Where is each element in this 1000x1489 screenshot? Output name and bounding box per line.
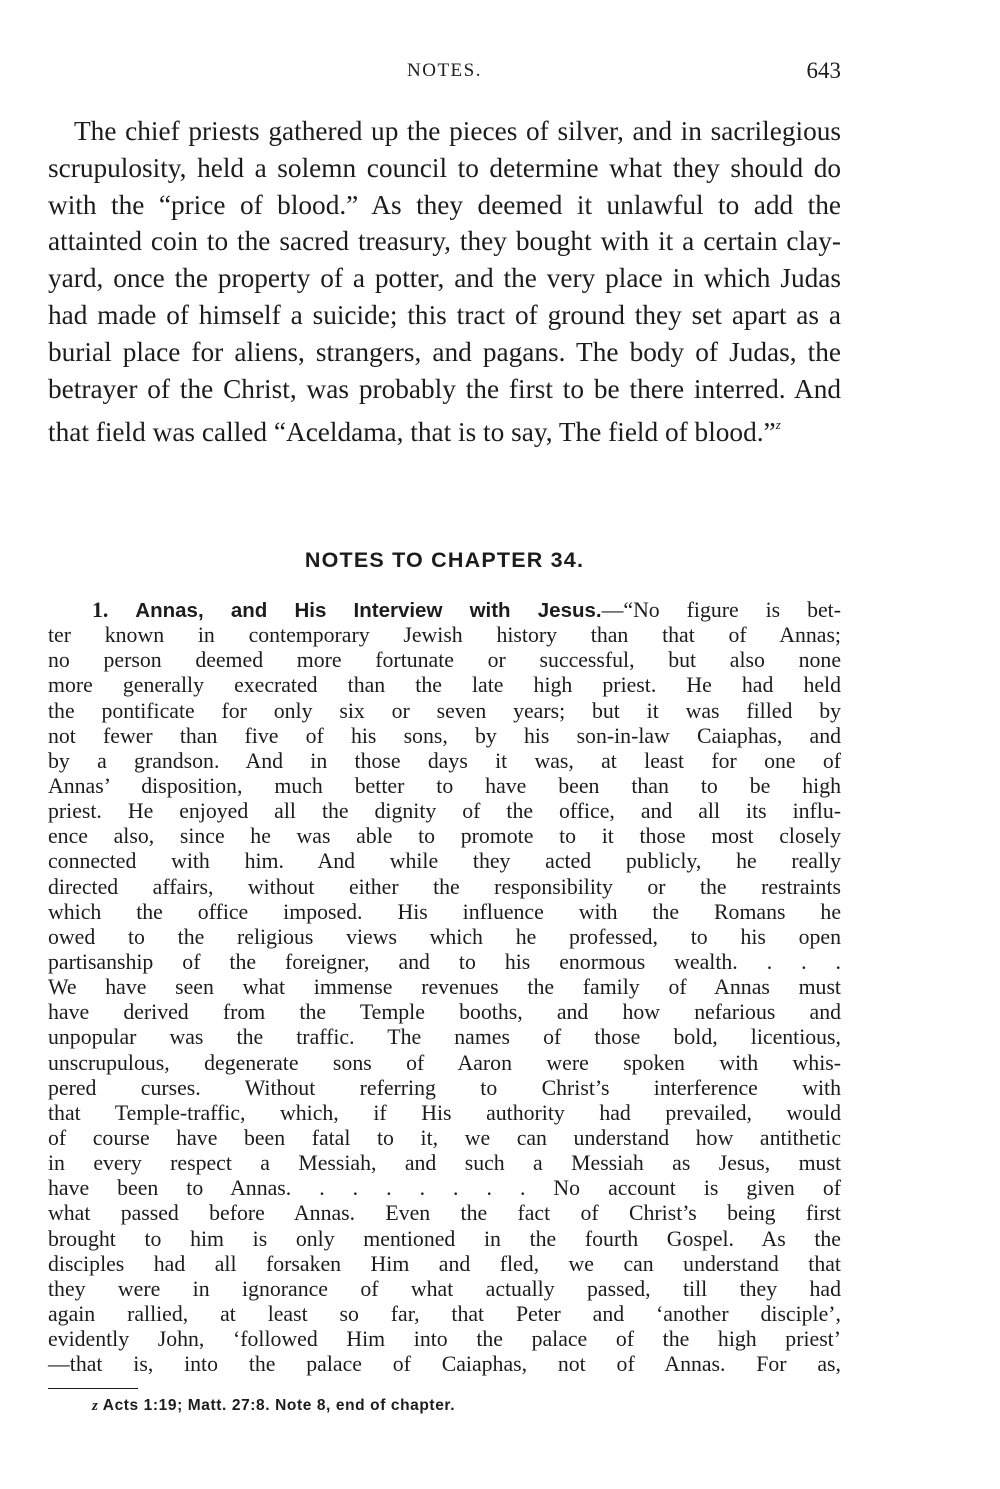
note-line: have derived from the Temple booths, and how nefarious and [48, 1000, 841, 1025]
note-line: priest. He enjoyed all the dignity of the office, and all its influ- [48, 799, 841, 824]
note-line: directed affairs, without either the responsibility or the restraints [48, 874, 841, 899]
note-line: owed to the religious views which he professed, to his open [48, 924, 841, 949]
running-title: NOTES. [407, 60, 482, 81]
running-head [48, 58, 841, 88]
note-line: have been to Annas. . . . . . . . No account is given of [48, 1176, 841, 1201]
note-line: what passed before Annas. Even the fact of Christ’s being first [48, 1201, 841, 1226]
note-line: partisanship of the foreigner, and to his enormous wealth. . . . [48, 949, 841, 974]
note-line: by a grandson. And in those days it was, at least for one of [48, 748, 841, 773]
section-heading: NOTES TO CHAPTER 34. [304, 548, 585, 572]
note-number: 1. [92, 598, 109, 622]
note-line: brought to him is only mentioned in the fourth Gospel. As the [48, 1226, 841, 1251]
note-line [48, 598, 841, 623]
page-number: 643 [806, 58, 841, 83]
note-line: no person deemed more fortunate or successful, but also none [48, 648, 841, 673]
note-line-text: —“No figure is bet- [601, 598, 841, 622]
footnote-divider [48, 1388, 138, 1389]
note-line: —that is, into the palace of Caiaphas, not of Annas. For as, [48, 1352, 841, 1377]
note-line: evidently John, ‘followed Him into the palace of the high priest’ [48, 1327, 841, 1352]
main-paragraph-text: The chief priests gathered up the pieces of silver, and in sacrilegious scrupulosity, held a solemn council to determine what they should do with the “price of blood.” As they deemed it unlawful to add the attainted coin to the sacred treasury, they bought with it a certain clay-yard, once the property of a potter, and the very place in which Judas had made of himself a suicide; this tract of ground they set apart as a burial place for aliens, strangers, and pagans. The body of Judas, the betrayer of the Christ, was probably the first to be there interred. And that field was called “Aceldama, that is to say, The field of blood.” [48, 116, 841, 448]
note-line: the pontificate for only six or seven years; but it was filled by [48, 698, 841, 723]
note-line: ence also, since he was able to promote to it those most closely [48, 824, 841, 849]
note-line: of course have been fatal to it, we can understand how antithetic [48, 1125, 841, 1150]
note-line: ter known in contemporary Jewish history than that of Annas; [48, 623, 841, 648]
footnote-text: Acts 1:19; Matt. 27:8. Note 8, end of chapter. [102, 1397, 456, 1414]
note-line: not fewer than five of his sons, by his son-in-law Caiaphas, and [48, 723, 841, 748]
note-title: Annas, and His Interview with Jesus. [135, 599, 602, 622]
note-line: Annas’ disposition, much better to have been than to be high [48, 773, 841, 798]
note-line: in every respect a Messiah, and such a Messiah as Jesus, must [48, 1151, 841, 1176]
note-line: which the office imposed. His influence with the Romans he [48, 899, 841, 924]
note-line: unscrupulous, degenerate sons of Aaron were spoken with whis- [48, 1050, 841, 1075]
main-paragraph [48, 113, 841, 451]
note-line: disciples had all forsaken Him and fled, we can understand that [48, 1251, 841, 1276]
footnote-mark: z [92, 1398, 99, 1414]
note-line: that Temple-traffic, which, if His authority had prevailed, would [48, 1100, 841, 1125]
note-line: unpopular was the traffic. The names of those bold, licentious, [48, 1025, 841, 1050]
note-line: again rallied, at least so far, that Peter and ‘another disciple’, [48, 1301, 841, 1326]
note-line: connected with him. And while they acted publicly, he really [48, 849, 841, 874]
note-line: they were in ignorance of what actually passed, till they had [48, 1276, 841, 1301]
note-line: more generally execrated than the late high priest. He had held [48, 673, 841, 698]
note-line: pered curses. Without referring to Christ’s interference with [48, 1075, 841, 1100]
note-1 [48, 598, 841, 1377]
footnote-reference: z [775, 417, 781, 433]
footnote [92, 1397, 455, 1415]
note-line: We have seen what immense revenues the family of Annas must [48, 975, 841, 1000]
